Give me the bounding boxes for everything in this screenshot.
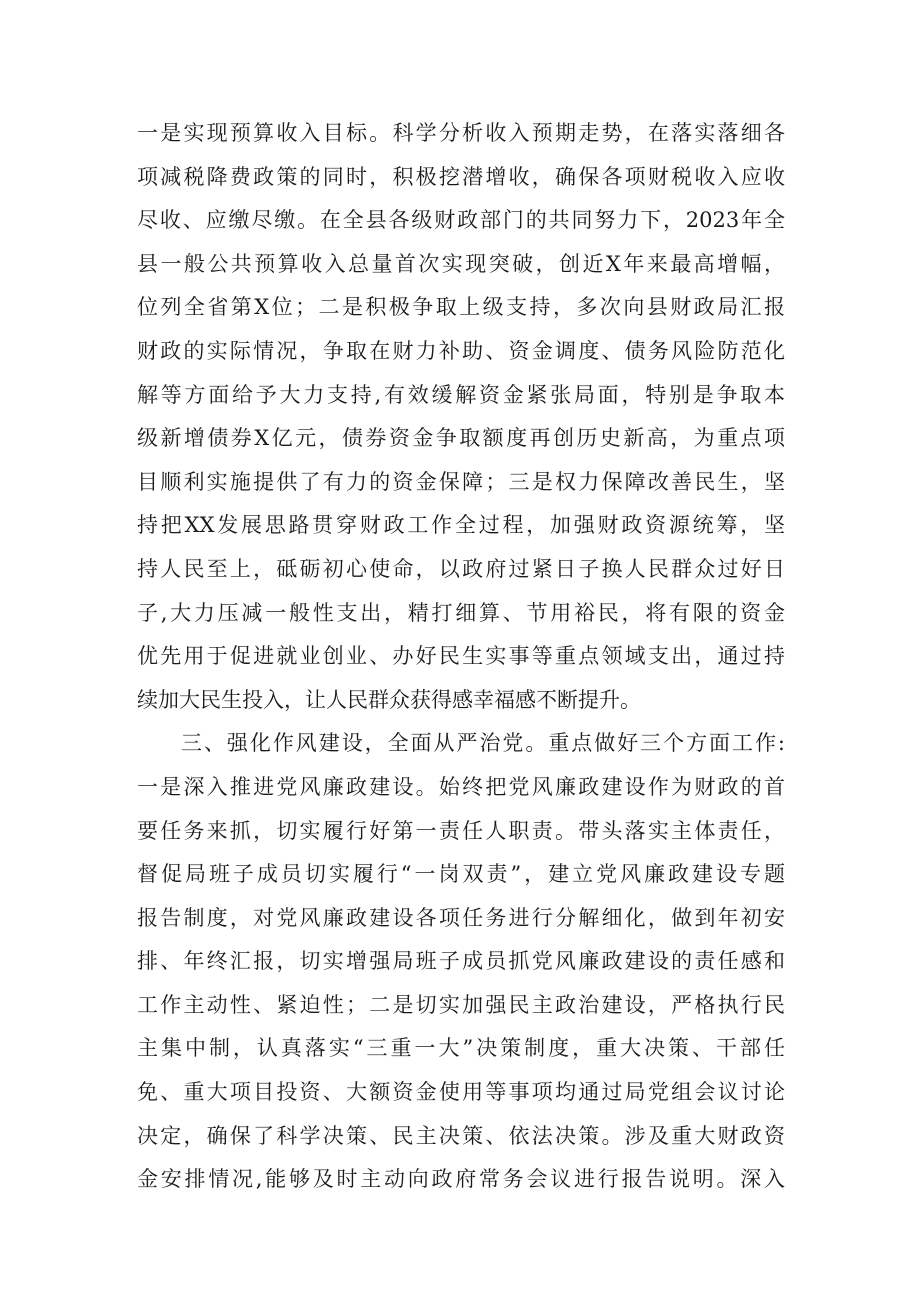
text-line: 工作主动性、紧迫性；二是切实加强民主政治建设，严格执行民	[137, 992, 785, 1017]
text-line: 一是实现预算收入目标。科学分析收入预期走势，在落实落细各	[137, 121, 785, 145]
text-line: 级新增债券X亿元，债券资金争取额度再创历史新高，为重点项	[137, 426, 785, 451]
text-line: 项减税降费政策的同时，积极挖潜增收，确保各项财税收入应收	[137, 164, 785, 189]
text-line: 位列全省第X位；二是积极争取上级支持，多次向县财政局汇报	[137, 295, 785, 320]
text-line: 金安排情况,能够及时主动向政府常务会议进行报告说明。深入	[137, 1167, 785, 1192]
text-line: 免、重大项目投资、大额资金使用等事项均通过局党组会议讨论	[137, 1080, 785, 1105]
text-line: 目顺利实施提供了有力的资金保障；三是权力保障改善民生，坚	[137, 469, 785, 494]
text-line: 县一般公共预算收入总量首次实现突破，创近X年来最高增幅，	[137, 251, 785, 276]
text-line: 持人民至上，砥砺初心使命，以政府过紧日子换人民群众过好日	[137, 556, 785, 581]
text-line: 报告制度，对党风廉政建设各项任务进行分解细化，做到年初安	[137, 905, 785, 930]
text-line: 子,大力压减一般性支出，精打细算、节用裕民，将有限的资金	[137, 600, 785, 625]
section-heading-line: 三、强化作风建设，全面从严治党。重点做好三个方面工作:	[181, 731, 785, 756]
text-line: 解等方面给予大力支持,有效缓解资金紧张局面，特别是争取本	[137, 382, 785, 407]
text-line: 尽收、应缴尽缴。在全县各级财政部门的共同努力下，2023年全	[137, 208, 785, 233]
body-text	[137, 112, 785, 1202]
text-line: 要任务来抓，切实履行好第一责任人职责。带头落实主体责任，	[137, 818, 785, 843]
paragraph-budget-revenue	[137, 112, 785, 722]
text-line: 决定，确保了科学决策、民主决策、依法决策。涉及重大财政资	[137, 1123, 785, 1148]
text-line: 主集中制，认真落实“三重一大”决策制度，重大决策、干部任	[137, 1036, 785, 1061]
text-line: 优先用于促进就业创业、办好民生实事等重点领域支出，通过持	[137, 644, 785, 669]
text-line: 排、年终汇报，切实增强局班子成员抓党风廉政建设的责任感和	[137, 949, 785, 974]
text-line: 督促局班子成员切实履行“一岗双责”，建立党风廉政建设专题	[137, 862, 785, 887]
text-line: 一是深入推进党风廉政建设。始终把党风廉政建设作为财政的首	[137, 774, 785, 799]
text-line: 持把XX发展思路贯穿财政工作全过程，加强财政资源统筹，坚	[137, 513, 785, 538]
text-line: 续加大民生投入，让人民群众获得感幸福感不断提升。	[137, 687, 641, 712]
text-line: 财政的实际情况，争取在财力补助、资金调度、债务风险防范化	[137, 338, 785, 363]
paragraph-party-conduct	[137, 722, 785, 1202]
